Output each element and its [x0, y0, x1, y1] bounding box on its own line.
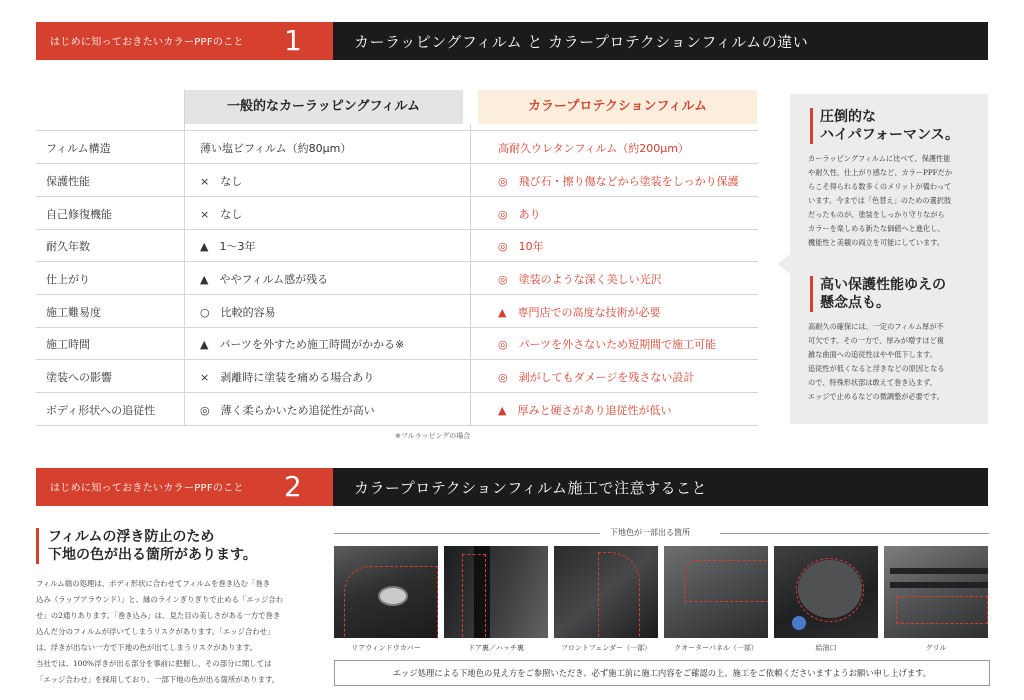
- row-ppf: ◎ あり: [498, 208, 541, 221]
- header-general: 一般的なカーラッピングフィルム: [184, 90, 463, 124]
- body-line: 当社では、100%浮きが出る部分を事前に把握し、その部分に関しては: [36, 659, 272, 668]
- section2-heading-line2: 下地の色が出る箇所があります。: [48, 547, 257, 563]
- row-general: ◎ 薄く柔らかいため追従性が高い: [200, 404, 375, 417]
- photo-quarter-panel: [664, 546, 768, 638]
- section1-title: カーラッピングフィルム と カラープロテクションフィルムの違い: [354, 33, 809, 51]
- photo-label: 給油口: [815, 644, 837, 652]
- side-heading-2: [810, 276, 946, 312]
- photos-caption: [334, 527, 989, 539]
- side-heading-1-line2: ハイパフォーマンス。: [820, 127, 960, 143]
- edge-dash-line: [684, 560, 768, 602]
- row-general: 薄い塩ビフィルム（約80μm）: [200, 142, 352, 155]
- side-pointer: [778, 254, 790, 274]
- side-p1-line: や耐久性、仕上がり感など、カラーPPFだか: [808, 168, 953, 177]
- row-label: 保護性能: [46, 175, 90, 188]
- row-general: × 剥離時に塗装を痛める場合あり: [200, 371, 375, 384]
- side-heading-2-line1: 高い保護性能ゆえの: [820, 277, 946, 293]
- table-row: [36, 197, 758, 230]
- section2-header: [36, 468, 988, 506]
- edge-dash-line: [796, 558, 864, 622]
- body-line: 「エッジ合わせ」を採用しており、一部下地の色が出る箇所があります。: [36, 675, 280, 684]
- grille-bar: [890, 568, 988, 574]
- section2-heading: [36, 528, 257, 564]
- photo-front-fender: [554, 546, 658, 638]
- side-paragraph-1: [808, 152, 976, 250]
- row-ppf: 高耐久ウレタンフィルム（約200μm）: [498, 142, 689, 155]
- row-ppf: ◎ 剥がしてもダメージを残さない設計: [498, 371, 695, 384]
- photo-door-hatch: [444, 546, 548, 638]
- photos-caption-text: 下地色が一部出る箇所: [606, 527, 694, 538]
- section2-badge: [36, 468, 333, 506]
- row-ppf: ◎ パーツを外さないため短期間で施工可能: [498, 338, 717, 351]
- row-ppf: ◎ 飛び石・擦り傷などから塗装をしっかり保護: [498, 175, 739, 188]
- caption-rule-right: [720, 533, 989, 534]
- row-ppf: ▲ 専門店での高度な技術が必要: [498, 306, 661, 319]
- table-row: [36, 327, 758, 360]
- row-general: × なし: [200, 175, 243, 188]
- side-p1-line: 機能性と美観の両立を可能にしています。: [808, 238, 944, 247]
- row-general: × なし: [200, 208, 243, 221]
- section1-number: 1: [284, 24, 302, 57]
- side-p2-line: ので、特殊形状部は敢えて巻き込まず、: [808, 378, 937, 387]
- side-p1-line: らこそ得られる数多くのメリットが備わって: [808, 182, 952, 191]
- row-label: フィルム構造: [46, 142, 111, 155]
- table-row: [36, 229, 758, 262]
- row-label: ボディ形状への追従性: [46, 404, 156, 417]
- row-general: ▲ パーツを外すため施工時間がかかる※: [200, 338, 405, 351]
- side-panel: [790, 94, 988, 424]
- side-p2-line: 雑な曲面への追従性はやや低下します。: [808, 350, 937, 359]
- section2-body: [36, 576, 318, 688]
- side-p2-line: エッジで止めるなどの微調整が必要です。: [808, 392, 944, 401]
- footer-notice: エッジ処理による下地色の見え方をご参照いただき、必ず施工前に施工内容をご確認の上、施工をご依頼くださいますようお願い申し上げます。: [334, 660, 990, 686]
- section2-heading-line1: フィルムの浮き防止のため: [48, 529, 215, 545]
- body-line: 込んだ分のフィルムが浮いてしまうリスクがあります。「エッジ合わせ」: [36, 627, 275, 636]
- row-label: 耐久年数: [46, 240, 90, 253]
- row-label: 施工難易度: [46, 306, 101, 319]
- photo-label: クオーターパネル（一部）: [674, 644, 758, 652]
- photo-rear-window-cover: [334, 546, 438, 638]
- side-p2-line: 可欠です。その一方で、厚みが増すほど複: [808, 336, 944, 345]
- side-p1-line: カーラッピングフィルムに比べて、保護性能: [808, 154, 951, 163]
- edge-dash-line: [344, 566, 438, 638]
- side-p2-line: 高耐久の確保には、一定のフィルム厚が不: [808, 322, 944, 331]
- section1-header: [36, 22, 988, 60]
- section2-lead: はじめに知っておきたいカラーPPFのこと: [50, 483, 244, 494]
- table-row: [36, 295, 758, 328]
- row-ppf: ◎ 10年: [498, 240, 544, 253]
- photo-fuel-lid: [774, 546, 878, 638]
- edge-dash-line: [896, 596, 988, 624]
- section1-lead: はじめに知っておきたいカラーPPFのこと: [50, 37, 244, 48]
- grille-bar: [890, 582, 988, 588]
- row-label: 仕上がり: [46, 273, 90, 286]
- photo-label: リアウィンドウカバー: [351, 644, 421, 652]
- section2-title: カラープロテクションフィルム施工で注意すること: [354, 479, 708, 497]
- fuel-cap-icon: [792, 616, 806, 630]
- side-heading-2-line2: 懸念点も。: [820, 295, 890, 311]
- photo-grille: [884, 546, 988, 638]
- table-row: [36, 164, 758, 197]
- row-general: ▲ ややフィルム感が残る: [200, 273, 329, 286]
- photo-label: ドア裏／ハッチ裏: [468, 644, 524, 652]
- row-label: 施工時間: [46, 338, 90, 351]
- edge-dash-line: [462, 554, 486, 638]
- row-label: 塗装への影響: [46, 371, 112, 384]
- body-line: は、浮きが出ない一方で下地の色が出てしまうリスクがあります。: [36, 643, 257, 652]
- photo-label: フロントフェンダー（一部）: [560, 644, 652, 652]
- caption-rule-left: [334, 533, 600, 534]
- body-line: フィルム端の処理は、ボディ形状に合わせてフィルムを巻き込む「巻き: [36, 579, 271, 588]
- table-row: [36, 393, 758, 426]
- side-heading-1: [810, 108, 959, 144]
- section1-badge: [36, 22, 333, 60]
- table-row: [36, 131, 758, 164]
- row-general: ▲ 1〜3年: [200, 240, 256, 253]
- edge-dash-line: [598, 552, 640, 638]
- side-p2-line: 追従性が低くなると浮きなどの原因となる: [808, 364, 945, 373]
- side-p1-line: だったものが、塗装をしっかり守りながら: [808, 210, 945, 219]
- section2-number: 2: [284, 470, 302, 503]
- body-line: 込み（ラップアラウンド）」と、縁のラインぎりぎりで止める「エッジ合わ: [36, 595, 284, 604]
- row-ppf: ▲ 厚みと硬さがあり追従性が低い: [498, 404, 672, 417]
- row-ppf: ◎ 塗装のような深く美しい光沢: [498, 273, 662, 286]
- table-footnote: ※フルラッピングの場合: [395, 432, 471, 440]
- side-p1-line: カラーを楽しめる新たな価値へと進化し、: [808, 224, 945, 233]
- photo-label: グリル: [925, 644, 947, 652]
- table-row: [36, 360, 758, 393]
- header-ppf: カラープロテクションフィルム: [478, 90, 757, 124]
- table-row: [36, 262, 758, 295]
- side-heading-1-line1: 圧倒的な: [820, 109, 876, 125]
- side-p1-line: います。今までは「色替え」のための選択肢: [808, 196, 952, 205]
- side-paragraph-2: [808, 320, 976, 404]
- row-label: 自己修復機能: [46, 208, 112, 221]
- body-line: せ」の2通りあります。「巻き込み」は、見た目の美しさがある一方で巻き: [36, 611, 281, 620]
- row-general: ○ 比較的容易: [200, 306, 276, 319]
